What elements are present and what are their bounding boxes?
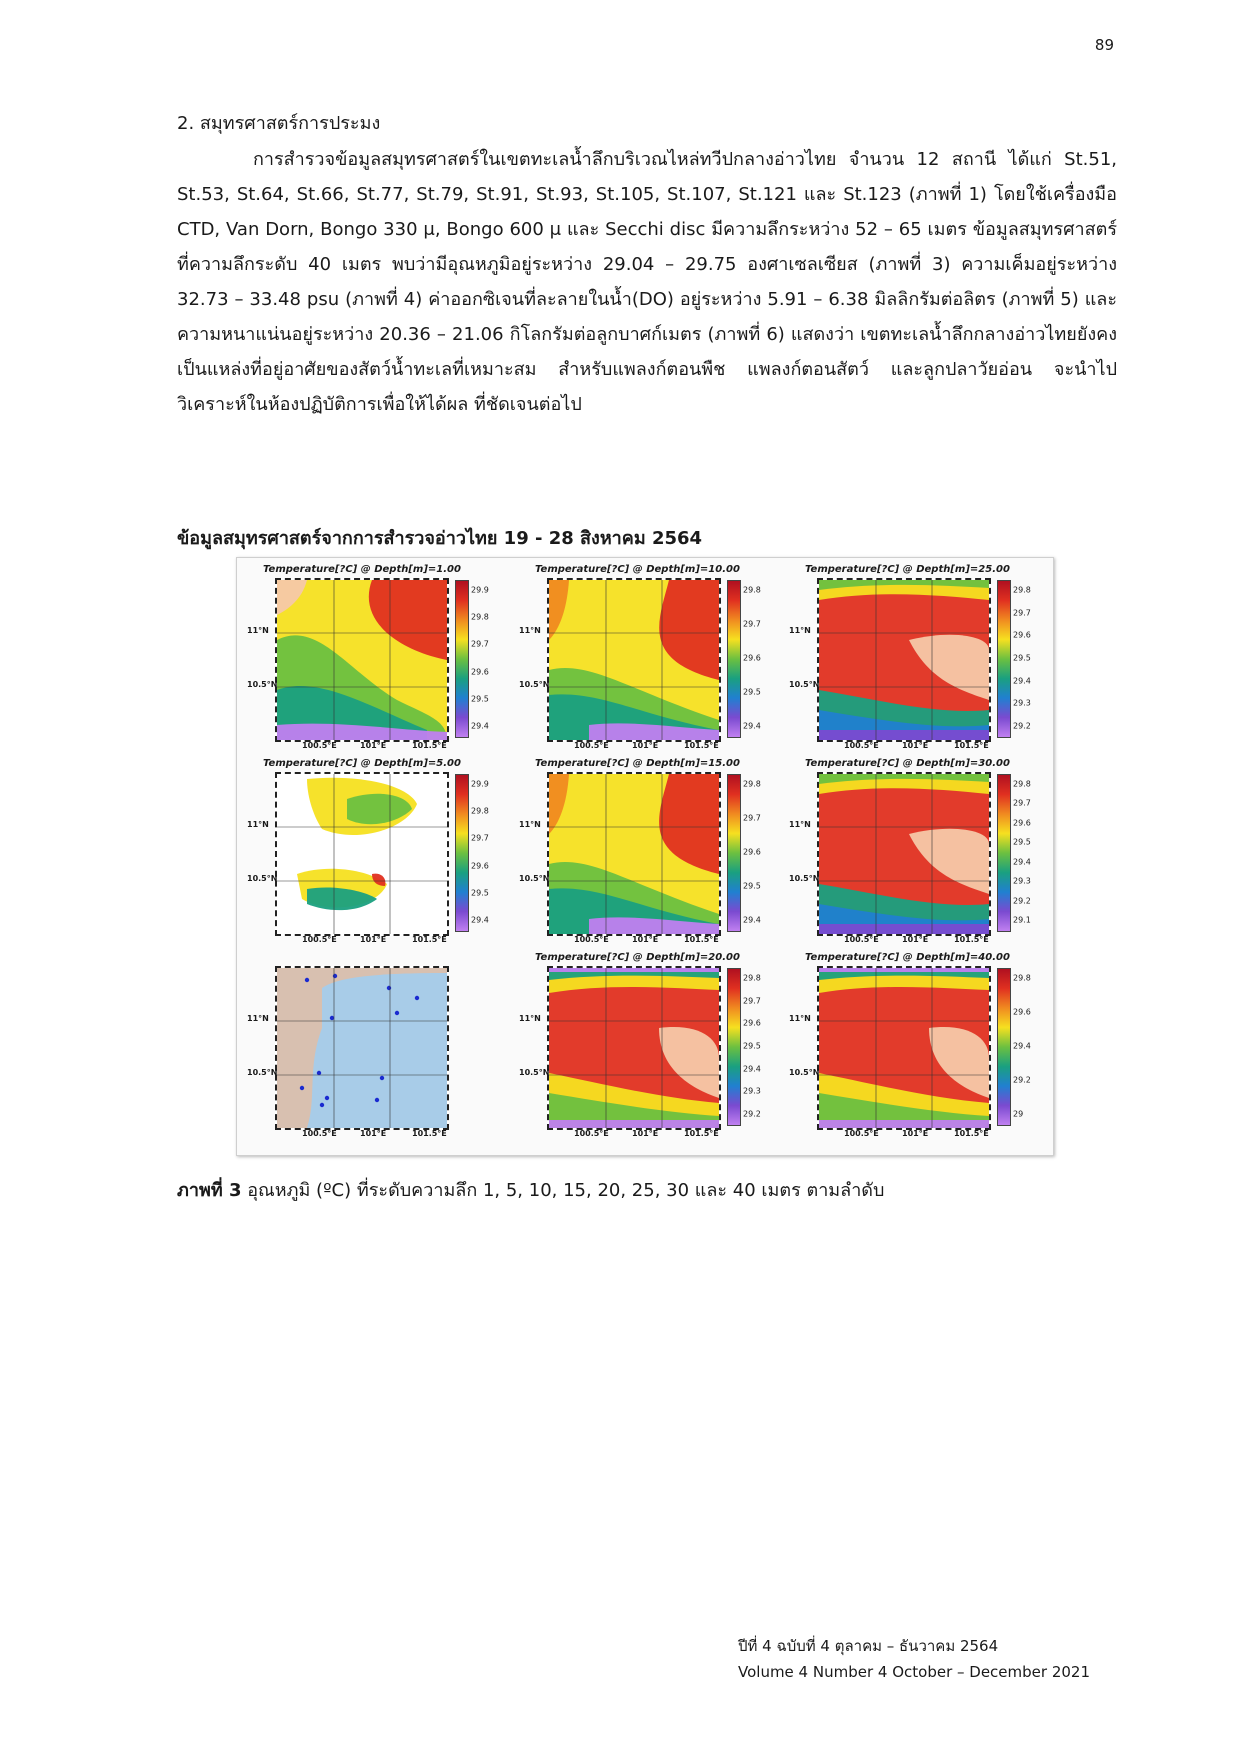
contour-plot	[277, 774, 447, 934]
colorbar-tick-label: 29.6	[743, 1018, 761, 1028]
colorbar-tick-label: 29.8	[471, 612, 489, 622]
colorbar-tick-label: 29.7	[471, 833, 489, 843]
colorbar-tick-label: 29.4	[1013, 857, 1031, 867]
plot-area	[817, 966, 991, 1130]
page-footer	[738, 1633, 1090, 1685]
x-tick-label: 101.5°E	[684, 935, 719, 944]
x-tick-label: 101°E	[632, 741, 659, 750]
x-tick-label: 101.5°E	[412, 1129, 447, 1138]
panel-title: Temperature[?C] @ Depth[m]=1.00	[263, 564, 461, 575]
body-paragraph-text: การสำรวจข้อมูลสมุทรศาสตร์ในเขตทะเลน้ำลึกบริเวณไหล่ทวีปกลางอ่าวไทย จำนวน 12 สถานี ได้แก่ St.51, St.53, St.64, St.66, St.77, St.79, St.91, St.93, St.105, St.107, St.121 และ St.123 (ภาพที่ 1) โดยใช้เครื่องมือ CTD, Van Dorn, Bongo 330 μ, Bongo 600 μ และ Secchi disc มีความลึกระหว่าง 52 – 65 เมตร ข้อมูลสมุทรศาสตร์ที่ความลึกระดับ 40 เมตร พบว่ามีอุณหภูมิอยู่ระหว่าง 29.04 – 29.75 องศาเซลเซียส (ภาพที่ 3) ความเค็มอยู่ระหว่าง 32.73 – 33.48 psu (ภาพที่ 4) ค่าออกซิเจนที่ละลายในน้ำ(DO) อยู่ระหว่าง 5.91 – 6.38 มิลลิกรัมต่อลิตร (ภาพที่ 5) และความหนาแน่นอยู่ระหว่าง 20.36 – 21.06 กิโลกรัมต่อลูกบาศก์เมตร (ภาพที่ 6) แสดงว่า เขตทะเลน้ำลึกกลางอ่าวไทยยังคงเป็นแหล่งที่อยู่อาศัยของสัตว์น้ำทะเลที่เหมาะสม สำหรับแพลงก์ตอนพืช แพลงก์ตอนสัตว์ และลูกปลาวัยอ่อน จะนำไปวิเคราะห์ในห้องปฏิบัติการเพื่อให้ได้ผล ที่ชัดเจนต่อไป	[177, 149, 1117, 415]
temperature-panel	[245, 952, 507, 1146]
y-tick-label: 10.5°N	[247, 874, 278, 883]
x-tick-label: 101.5°E	[684, 1129, 719, 1138]
colorbar-tick-label: 29.4	[743, 1064, 761, 1074]
x-tick-label: 100.5°E	[574, 1129, 609, 1138]
station-marker	[375, 1098, 379, 1102]
x-tick-label: 100.5°E	[302, 935, 337, 944]
colorbar-tick-label: 29.9	[471, 585, 489, 595]
colorbar-tick-label: 29.7	[1013, 798, 1031, 808]
x-tick-label: 100.5°E	[844, 935, 879, 944]
temperature-figure	[236, 557, 1054, 1156]
colorbar-tick-label: 29.8	[471, 806, 489, 816]
plot-area	[817, 772, 991, 936]
contour-plot	[549, 968, 719, 1128]
temperature-panel	[517, 564, 779, 758]
colorbar-tick-label: 29.6	[1013, 630, 1031, 640]
panel-title: Temperature[?C] @ Depth[m]=15.00	[535, 758, 740, 769]
colorbar-tick-label: 29.6	[471, 667, 489, 677]
colorbar-tick-label: 29.4	[1013, 676, 1031, 686]
colorbar	[727, 580, 741, 738]
x-tick-label: 101.5°E	[954, 935, 989, 944]
contour-plot	[819, 580, 989, 740]
x-tick-label: 101.5°E	[412, 741, 447, 750]
colorbar-tick-label: 29.6	[1013, 1007, 1031, 1017]
colorbar-tick-label: 29.2	[743, 1109, 761, 1119]
panel-title: Temperature[?C] @ Depth[m]=40.00	[805, 952, 1010, 963]
station-marker	[317, 1071, 321, 1075]
temperature-panel	[787, 564, 1049, 758]
plot-area	[275, 966, 449, 1130]
figure-heading: ข้อมูลสมุทรศาสตร์จากการสำรวจอ่าวไทย 19 - 28 สิงหาคม 2564	[177, 528, 703, 549]
colorbar-tick-label: 29.6	[743, 653, 761, 663]
plot-area	[547, 772, 721, 936]
station-marker	[320, 1103, 324, 1107]
station-marker	[415, 996, 419, 1000]
station-marker	[387, 986, 391, 990]
x-tick-label: 100.5°E	[844, 1129, 879, 1138]
colorbar-tick-label: 29.5	[1013, 653, 1031, 663]
figure-caption	[177, 1175, 884, 1204]
colorbar-tick-label: 29.2	[1013, 1075, 1031, 1085]
panel-title: Temperature[?C] @ Depth[m]=5.00	[263, 758, 461, 769]
colorbar	[997, 774, 1011, 932]
x-tick-label: 101°E	[360, 935, 387, 944]
y-tick-label: 10.5°N	[247, 1068, 278, 1077]
x-tick-label: 101°E	[902, 935, 929, 944]
temperature-panel	[787, 952, 1049, 1146]
temperature-panel	[517, 952, 779, 1146]
colorbar-tick-label: 29	[1013, 1109, 1024, 1119]
colorbar-tick-label: 29.7	[471, 639, 489, 649]
x-tick-label: 100.5°E	[574, 935, 609, 944]
panel-title: Temperature[?C] @ Depth[m]=10.00	[535, 564, 740, 575]
colorbar-tick-label: 29.6	[1013, 818, 1031, 828]
footer-issue-thai: ปีที่ 4 ฉบับที่ 4 ตุลาคม – ธันวาคม 2564	[738, 1637, 999, 1655]
colorbar-tick-label: 29.5	[1013, 837, 1031, 847]
colorbar-tick-label: 29.8	[1013, 779, 1031, 789]
temperature-panel	[787, 758, 1049, 952]
y-tick-label: 11°N	[789, 1014, 811, 1023]
y-tick-label: 10.5°N	[519, 874, 550, 883]
section-heading: 2. สมุทรศาสตร์การประมง	[177, 113, 381, 134]
colorbar-tick-label: 29.8	[1013, 973, 1031, 983]
colorbar	[455, 774, 469, 932]
plot-area	[817, 578, 991, 742]
colorbar	[727, 774, 741, 932]
colorbar-tick-label: 29.5	[471, 888, 489, 898]
y-tick-label: 10.5°N	[789, 680, 820, 689]
y-tick-label: 11°N	[789, 820, 811, 829]
colorbar-tick-label: 29.8	[743, 973, 761, 983]
y-tick-label: 11°N	[247, 820, 269, 829]
station-marker	[325, 1096, 329, 1100]
x-tick-label: 101°E	[902, 1129, 929, 1138]
station-marker	[300, 1086, 304, 1090]
colorbar-tick-label: 29.8	[1013, 585, 1031, 595]
colorbar	[997, 968, 1011, 1126]
colorbar-tick-label: 29.3	[743, 1086, 761, 1096]
x-tick-label: 101°E	[902, 741, 929, 750]
caption-text: อุณหภูมิ (ºC) ที่ระดับความลึก 1, 5, 10, 15, 20, 25, 30 และ 40 เมตร ตามลำดับ	[241, 1180, 885, 1201]
colorbar-tick-label: 29.4	[743, 915, 761, 925]
page-number: 89	[1094, 36, 1114, 54]
colorbar-tick-label: 29.6	[471, 861, 489, 871]
x-tick-label: 100.5°E	[302, 741, 337, 750]
y-tick-label: 11°N	[519, 1014, 541, 1023]
colorbar-ticks	[1013, 968, 1049, 1124]
colorbar-tick-label: 29.4	[471, 721, 489, 731]
station-marker	[305, 978, 309, 982]
colorbar-tick-label: 29.4	[743, 721, 761, 731]
x-tick-label: 101.5°E	[954, 741, 989, 750]
colorbar-tick-label: 29.5	[743, 687, 761, 697]
colorbar-tick-label: 29.5	[743, 1041, 761, 1051]
temperature-panel	[517, 758, 779, 952]
x-tick-label: 101°E	[360, 1129, 387, 1138]
y-tick-label: 11°N	[247, 1014, 269, 1023]
colorbar-tick-label: 29.9	[471, 779, 489, 789]
temperature-panel	[245, 758, 507, 952]
x-tick-label: 100.5°E	[844, 741, 879, 750]
contour-plot	[819, 968, 989, 1128]
contour-plot	[819, 774, 989, 934]
y-tick-label: 10.5°N	[789, 1068, 820, 1077]
colorbar-tick-label: 29.8	[743, 779, 761, 789]
colorbar-tick-label: 29.2	[1013, 896, 1031, 906]
colorbar-tick-label: 29.7	[743, 619, 761, 629]
colorbar	[997, 580, 1011, 738]
colorbar-tick-label: 29.8	[743, 585, 761, 595]
y-tick-label: 10.5°N	[247, 680, 278, 689]
colorbar-tick-label: 29.6	[743, 847, 761, 857]
x-tick-label: 101°E	[632, 935, 659, 944]
colorbar-ticks	[1013, 580, 1049, 736]
colorbar-tick-label: 29.7	[1013, 608, 1031, 618]
y-tick-label: 11°N	[789, 626, 811, 635]
x-tick-label: 101.5°E	[954, 1129, 989, 1138]
y-tick-label: 11°N	[519, 626, 541, 635]
x-tick-label: 101°E	[360, 741, 387, 750]
x-tick-label: 100.5°E	[302, 1129, 337, 1138]
colorbar-tick-label: 29.4	[471, 915, 489, 925]
colorbar-ticks	[471, 580, 507, 736]
colorbar-ticks	[743, 580, 779, 736]
colorbar-tick-label: 29.5	[743, 881, 761, 891]
y-tick-label: 10.5°N	[789, 874, 820, 883]
contour-plot	[277, 968, 447, 1128]
plot-area	[275, 772, 449, 936]
x-tick-label: 100.5°E	[574, 741, 609, 750]
colorbar-tick-label: 29.3	[1013, 876, 1031, 886]
footer-issue-english: Volume 4 Number 4 October – December 2021	[738, 1663, 1090, 1681]
colorbar-tick-label: 29.1	[1013, 915, 1031, 925]
contour-plot	[549, 580, 719, 740]
x-tick-label: 101°E	[632, 1129, 659, 1138]
x-tick-label: 101.5°E	[412, 935, 447, 944]
panel-title: Temperature[?C] @ Depth[m]=20.00	[535, 952, 740, 963]
colorbar-tick-label: 29.5	[471, 694, 489, 704]
body-paragraph	[177, 142, 1117, 422]
colorbar-ticks	[1013, 774, 1049, 930]
panel-title: Temperature[?C] @ Depth[m]=30.00	[805, 758, 1010, 769]
colorbar	[455, 580, 469, 738]
plot-area	[547, 966, 721, 1130]
colorbar	[727, 968, 741, 1126]
colorbar-tick-label: 29.4	[1013, 1041, 1031, 1051]
colorbar-tick-label: 29.7	[743, 813, 761, 823]
colorbar-ticks	[743, 774, 779, 930]
y-tick-label: 11°N	[519, 820, 541, 829]
colorbar-ticks	[743, 968, 779, 1124]
panel-title: Temperature[?C] @ Depth[m]=25.00	[805, 564, 1010, 575]
colorbar-ticks	[471, 774, 507, 930]
colorbar-tick-label: 29.7	[743, 996, 761, 1006]
contour-plot	[277, 580, 447, 740]
station-marker	[380, 1076, 384, 1080]
temperature-panel	[245, 564, 507, 758]
y-tick-label: 11°N	[247, 626, 269, 635]
station-marker	[333, 974, 337, 978]
plot-area	[547, 578, 721, 742]
colorbar-tick-label: 29.2	[1013, 721, 1031, 731]
station-marker	[330, 1016, 334, 1020]
caption-label: ภาพที่ 3	[177, 1180, 242, 1201]
station-marker	[395, 1011, 399, 1015]
plot-area	[275, 578, 449, 742]
x-tick-label: 101.5°E	[684, 741, 719, 750]
contour-plot	[549, 774, 719, 934]
y-tick-label: 10.5°N	[519, 1068, 550, 1077]
y-tick-label: 10.5°N	[519, 680, 550, 689]
colorbar-tick-label: 29.3	[1013, 698, 1031, 708]
